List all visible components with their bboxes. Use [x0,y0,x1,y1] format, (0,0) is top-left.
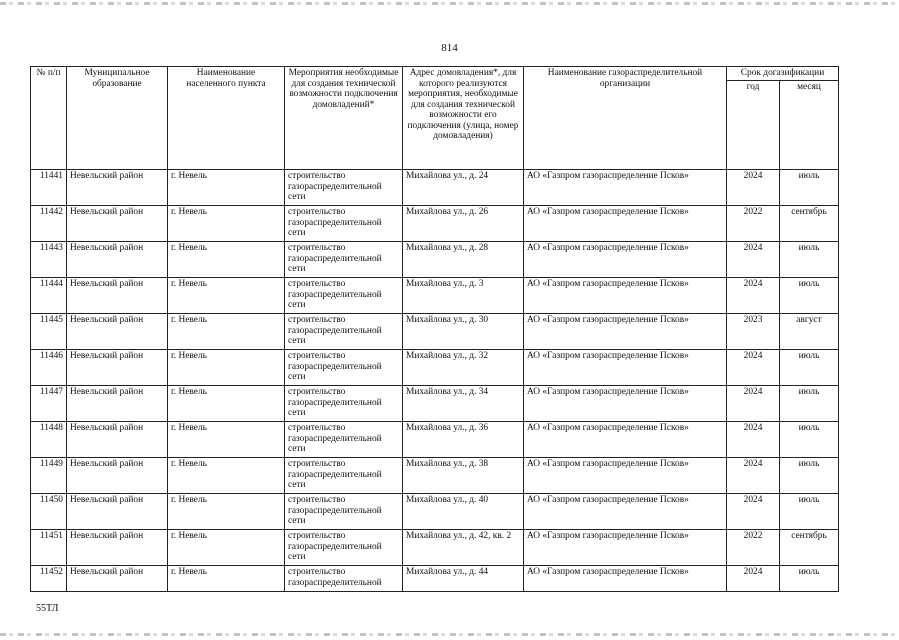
cell-num: 11451 [31,530,67,566]
cell-organization: АО «Газпром газораспределение Псков» [524,170,727,206]
header-month: месяц [780,81,839,170]
cell-year: 2024 [727,422,780,458]
cell-month: июль [780,494,839,530]
header-address: Адрес домовладения*, для которого реализуются мероприятия, необходимые для создания технической возможности его подключения (улица, номер домовладения) [403,67,524,170]
cell-month: август [780,314,839,350]
cell-year: 2024 [727,242,780,278]
cell-settlement: г. Невель [168,458,285,494]
cell-settlement: г. Невель [168,566,285,592]
cell-measures: строительство газораспределительной сети [285,350,403,386]
cell-month: июль [780,566,839,592]
scan-edge-bottom [0,633,899,636]
cell-address: Михайлова ул., д. 32 [403,350,524,386]
cell-municipality: Невельский район [67,386,168,422]
cell-settlement: г. Невель [168,494,285,530]
table-row [31,458,839,494]
footer-code: 55ТЛ [36,603,59,614]
header-num: № п/п [31,67,67,170]
cell-month: июль [780,350,839,386]
cell-settlement: г. Невель [168,206,285,242]
cell-address: Михайлова ул., д. 42, кв. 2 [403,530,524,566]
cell-year: 2024 [727,494,780,530]
cell-municipality: Невельский район [67,458,168,494]
cell-settlement: г. Невель [168,350,285,386]
cell-settlement: г. Невель [168,530,285,566]
cell-measures: строительство газораспределительной сети [285,242,403,278]
cell-organization: АО «Газпром газораспределение Псков» [524,494,727,530]
cell-num: 11441 [31,170,67,206]
cell-organization: АО «Газпром газораспределение Псков» [524,278,727,314]
table-row [31,386,839,422]
cell-num: 11449 [31,458,67,494]
table-row [31,278,839,314]
table-row [31,170,839,206]
header-deadline: Срок догазификации [727,67,839,81]
cell-month: июль [780,242,839,278]
cell-measures: строительство газораспределительной сети [285,314,403,350]
cell-num: 11443 [31,242,67,278]
cell-organization: АО «Газпром газораспределение Псков» [524,530,727,566]
cell-month: июль [780,170,839,206]
cell-measures: строительство газораспределительной сети [285,386,403,422]
cell-organization: АО «Газпром газораспределение Псков» [524,242,727,278]
cell-month: июль [780,278,839,314]
gasification-table [30,66,839,592]
table-row [31,494,839,530]
cell-organization: АО «Газпром газораспределение Псков» [524,386,727,422]
cell-num: 11452 [31,566,67,592]
cell-address: Михайлова ул., д. 26 [403,206,524,242]
cell-settlement: г. Невель [168,386,285,422]
cell-month: сентябрь [780,530,839,566]
header-measures: Мероприятия необходимые для создания технической возможности подключения домовладений* [285,67,403,170]
cell-month: июль [780,422,839,458]
cell-municipality: Невельский район [67,170,168,206]
cell-municipality: Невельский район [67,530,168,566]
table-row [31,350,839,386]
cell-year: 2023 [727,314,780,350]
cell-organization: АО «Газпром газораспределение Псков» [524,350,727,386]
cell-num: 11442 [31,206,67,242]
cell-municipality: Невельский район [67,206,168,242]
cell-measures: строительство газораспределительной сети [285,170,403,206]
cell-settlement: г. Невель [168,314,285,350]
cell-settlement: г. Невель [168,278,285,314]
header-year: год [727,81,780,170]
cell-measures: строительство газораспределительной сети [285,278,403,314]
table-row [31,242,839,278]
cell-num: 11445 [31,314,67,350]
cell-address: Михайлова ул., д. 44 [403,566,524,592]
cell-municipality: Невельский район [67,566,168,592]
cell-year: 2024 [727,566,780,592]
cell-year: 2024 [727,458,780,494]
cell-num: 11450 [31,494,67,530]
cell-settlement: г. Невель [168,242,285,278]
cell-address: Михайлова ул., д. 34 [403,386,524,422]
cell-municipality: Невельский район [67,494,168,530]
cell-month: сентябрь [780,206,839,242]
cell-year: 2022 [727,206,780,242]
scan-edge-top [0,2,899,5]
table-row [31,530,839,566]
cell-num: 11448 [31,422,67,458]
cell-address: Михайлова ул., д. 30 [403,314,524,350]
cell-address: Михайлова ул., д. 38 [403,458,524,494]
cell-num: 11446 [31,350,67,386]
cell-month: июль [780,458,839,494]
cell-year: 2024 [727,170,780,206]
cell-measures: строительство газораспределительной сети [285,494,403,530]
cell-address: Михайлова ул., д. 40 [403,494,524,530]
header-settlement: Наименование населенного пункта [168,67,285,170]
page-number: 814 [441,42,458,54]
cell-address: Михайлова ул., д. 3 [403,278,524,314]
cell-year: 2024 [727,350,780,386]
table-row [31,206,839,242]
cell-year: 2024 [727,278,780,314]
cell-address: Михайлова ул., д. 28 [403,242,524,278]
cell-address: Михайлова ул., д. 24 [403,170,524,206]
cell-municipality: Невельский район [67,278,168,314]
cell-measures: строительство газораспределительной сети [285,530,403,566]
table-row [31,314,839,350]
cell-measures: строительство газораспределительной сети [285,422,403,458]
cell-organization: АО «Газпром газораспределение Псков» [524,422,727,458]
cell-measures: строительство газораспределительной [285,566,403,592]
cell-measures: строительство газораспределительной сети [285,458,403,494]
cell-municipality: Невельский район [67,422,168,458]
cell-num: 11447 [31,386,67,422]
cell-year: 2022 [727,530,780,566]
cell-organization: АО «Газпром газораспределение Псков» [524,566,727,592]
cell-num: 11444 [31,278,67,314]
cell-month: июль [780,386,839,422]
cell-municipality: Невельский район [67,242,168,278]
cell-settlement: г. Невель [168,170,285,206]
table-row [31,566,839,592]
cell-municipality: Невельский район [67,350,168,386]
header-municipality: Муниципальное образование [67,67,168,170]
cell-measures: строительство газораспределительной сети [285,206,403,242]
table-row [31,422,839,458]
cell-year: 2024 [727,386,780,422]
cell-organization: АО «Газпром газораспределение Псков» [524,206,727,242]
cell-address: Михайлова ул., д. 36 [403,422,524,458]
header-organization: Наименование газораспределительной организации [524,67,727,170]
cell-organization: АО «Газпром газораспределение Псков» [524,458,727,494]
cell-municipality: Невельский район [67,314,168,350]
cell-organization: АО «Газпром газораспределение Псков» [524,314,727,350]
cell-settlement: г. Невель [168,422,285,458]
